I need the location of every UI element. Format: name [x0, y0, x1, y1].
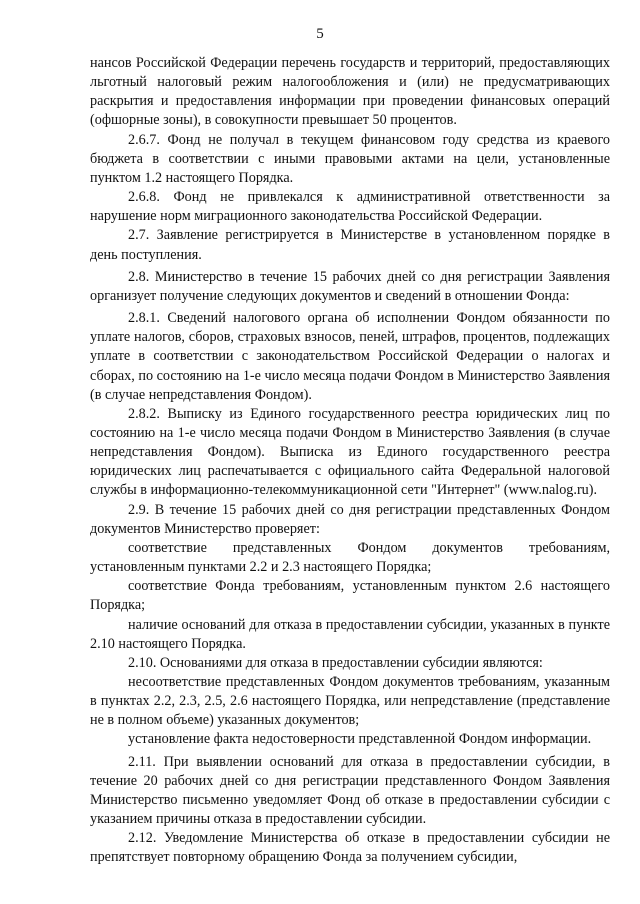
paragraph-2-8-2: 2.8.2. Выписку из Единого государственного реестра юридических лиц по состоянию на 1-е число месяца подачи Фондом в Министерство Заявления (в случае непредставления Фондом). Выписка из Единого государственного реестра юридических лиц распечатывается с официального сайта Федеральной налоговой службы в информационно-телекоммуникационной сети "Интернет" (www.nalog.ru). — [90, 405, 610, 499]
paragraph-2-8: 2.8. Министерство в течение 15 рабочих дней со дня регистрации Заявления организует получение следующих документов и сведений в отношении Фонда: — [90, 268, 610, 304]
paragraph-2-11: 2.11. При выявлении оснований для отказа в предоставлении субсидии, в течение 20 рабочих дней со дня регистрации представленного Фондом Заявления Министерство письменно уведомляет Фонд об отказе в предоставлении субсидии с указанием причины отказа в предоставлении субсидии. — [90, 753, 610, 828]
list-item-documents-mismatch: несоответствие представленных Фондом документов требованиям, указанным в пунктах 2.2, 2.3, 2.5, 2.6 настоящего Порядка, или непредставление (представление не в полном объеме) указанных документов; — [90, 674, 610, 729]
paragraph-2-8-1: 2.8.1. Сведений налогового органа об исполнении Фондом обязанности по уплате налогов, сборов, страховых взносов, пеней, штрафов, процентов, подлежащих уплате в соответствии с законодательством Российской Федерации о налогах и сборах, по состоянию на 1-е число месяца подачи Фондом в Министерство Заявления (в случае непредставления Фондом). — [90, 310, 610, 403]
paragraph-continuation: нансов Российской Федерации перечень государств и территорий, предоставляющих льготный налоговый режим налогообложения и (или) не предусматривающих раскрытия и предоставления информации при проведении финансовых операций (офшорные зоны), в совокупности превышает 50 процентов. — [90, 55, 610, 129]
list-item-requirements-check: соответствие Фонда требованиям, установленным пунктом 2.6 настоящего Порядка; — [90, 578, 610, 614]
page-number: 5 — [316, 26, 324, 42]
paragraph-2-7: 2.7. Заявление регистрируется в Министерстве в установленном порядке в день поступления. — [90, 227, 610, 263]
paragraph-2-10: 2.10. Основаниями для отказа в предоставлении субсидии являются: — [128, 654, 543, 671]
document-body — [90, 54, 610, 868]
paragraph-2-6-7: 2.6.7. Фонд не получал в текущем финансовом году средства из краевого бюджета в соответствии с иными правовыми актами на цели, установленные пунктом 1.2 настоящего Порядка. — [90, 131, 610, 186]
paragraph-2-6-8: 2.6.8. Фонд не привлекался к административной ответственности за нарушение норм миграционного законодательства Российской Федерации. — [90, 189, 610, 225]
paragraph-2-12: 2.12. Уведомление Министерства об отказе в предоставлении субсидии не препятствует повторному обращению Фонда за получением субсидии, — [90, 830, 610, 866]
paragraph-2-9: 2.9. В течение 15 рабочих дней со дня регистрации представленных Фондом документов Министерство проверяет: — [90, 501, 610, 537]
list-item-refusal-grounds-check: наличие оснований для отказа в предоставлении субсидии, указанных в пункте 2.10 настоящего Порядка. — [90, 616, 610, 652]
list-item-documents-check: соответствие представленных Фондом документов требованиям, установленным пунктами 2.2 и 2.3 настоящего Порядка; — [90, 539, 610, 576]
list-item-false-information: установление факта недостоверности представленной Фондом информации. — [128, 731, 592, 748]
